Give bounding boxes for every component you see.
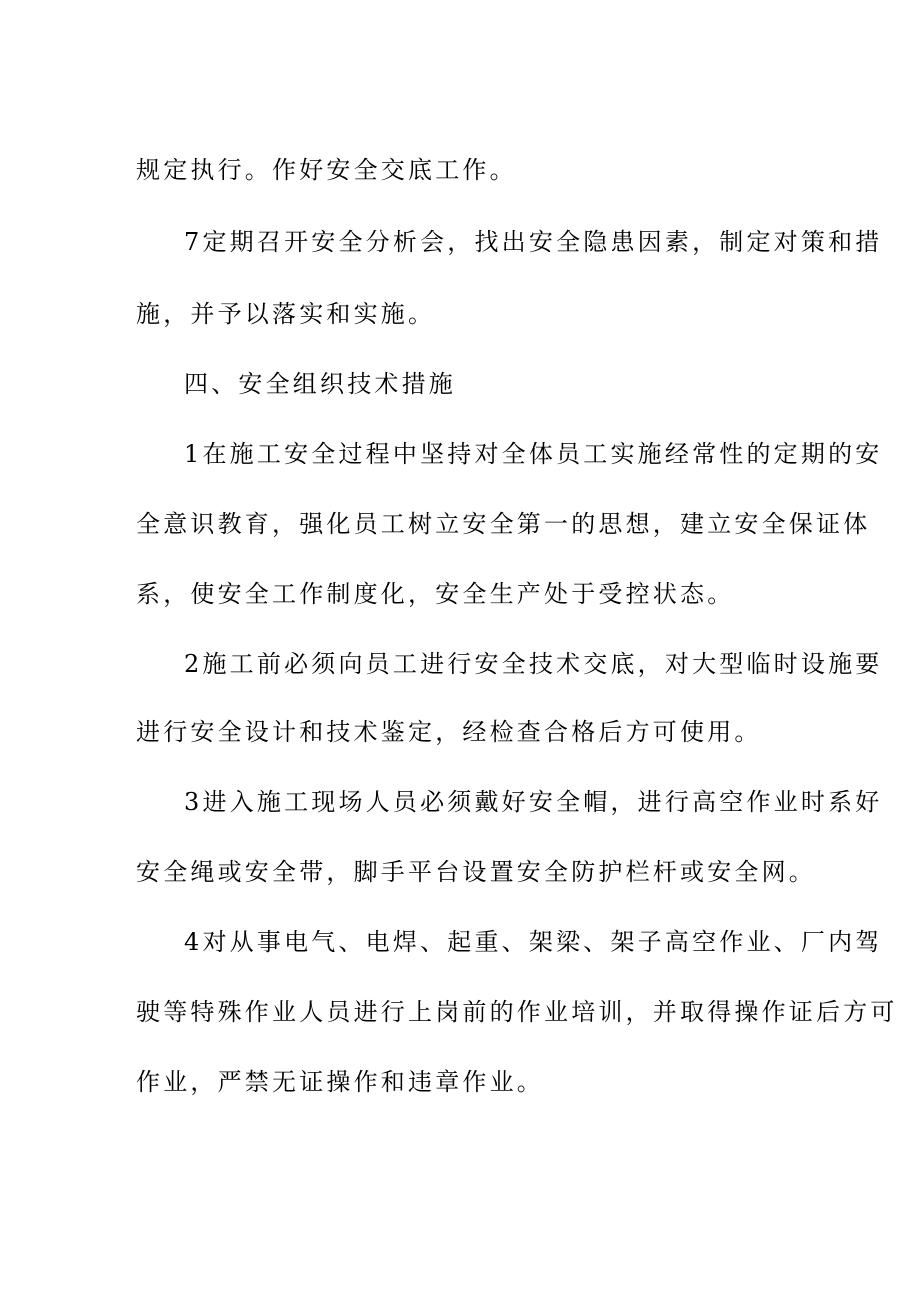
text-line: 安全绳或安全带，脚手平台设置安全防护栏杆或安全网。 xyxy=(136,858,816,886)
text-line: 2施工前必须向员工进行安全技术交底，对大型临时设施要 xyxy=(184,650,883,678)
text-line: 4对从事电气、电焊、起重、架梁、架子高空作业、厂内驾 xyxy=(184,928,883,956)
text-line: 规定执行。作好安全交底工作。 xyxy=(136,156,517,184)
text-line: 系，使安全工作制度化，安全生产处于受控状态。 xyxy=(136,580,735,608)
text-line: 施，并予以落实和实施。 xyxy=(136,300,436,328)
text-line: 驶等特殊作业人员进行上岗前的作业培训，并取得操作证后方可 xyxy=(136,998,898,1026)
text-line: 3进入施工现场人员必须戴好安全帽，进行高空作业时系好 xyxy=(184,788,883,816)
text-line: 进行安全设计和技术鉴定，经检查合格后方可使用。 xyxy=(136,718,762,746)
text-line: 7定期召开安全分析会，找出安全隐患因素，制定对策和措 xyxy=(184,228,883,256)
section-heading: 四、安全组织技术措施 xyxy=(184,370,456,398)
text-line: 1在施工安全过程中坚持对全体员工实施经常性的定期的安 xyxy=(184,440,883,468)
text-line: 全意识教育，强化员工树立安全第一的思想，建立安全保证体 xyxy=(136,510,871,538)
text-line: 作业，严禁无证操作和违章作业。 xyxy=(136,1068,544,1096)
